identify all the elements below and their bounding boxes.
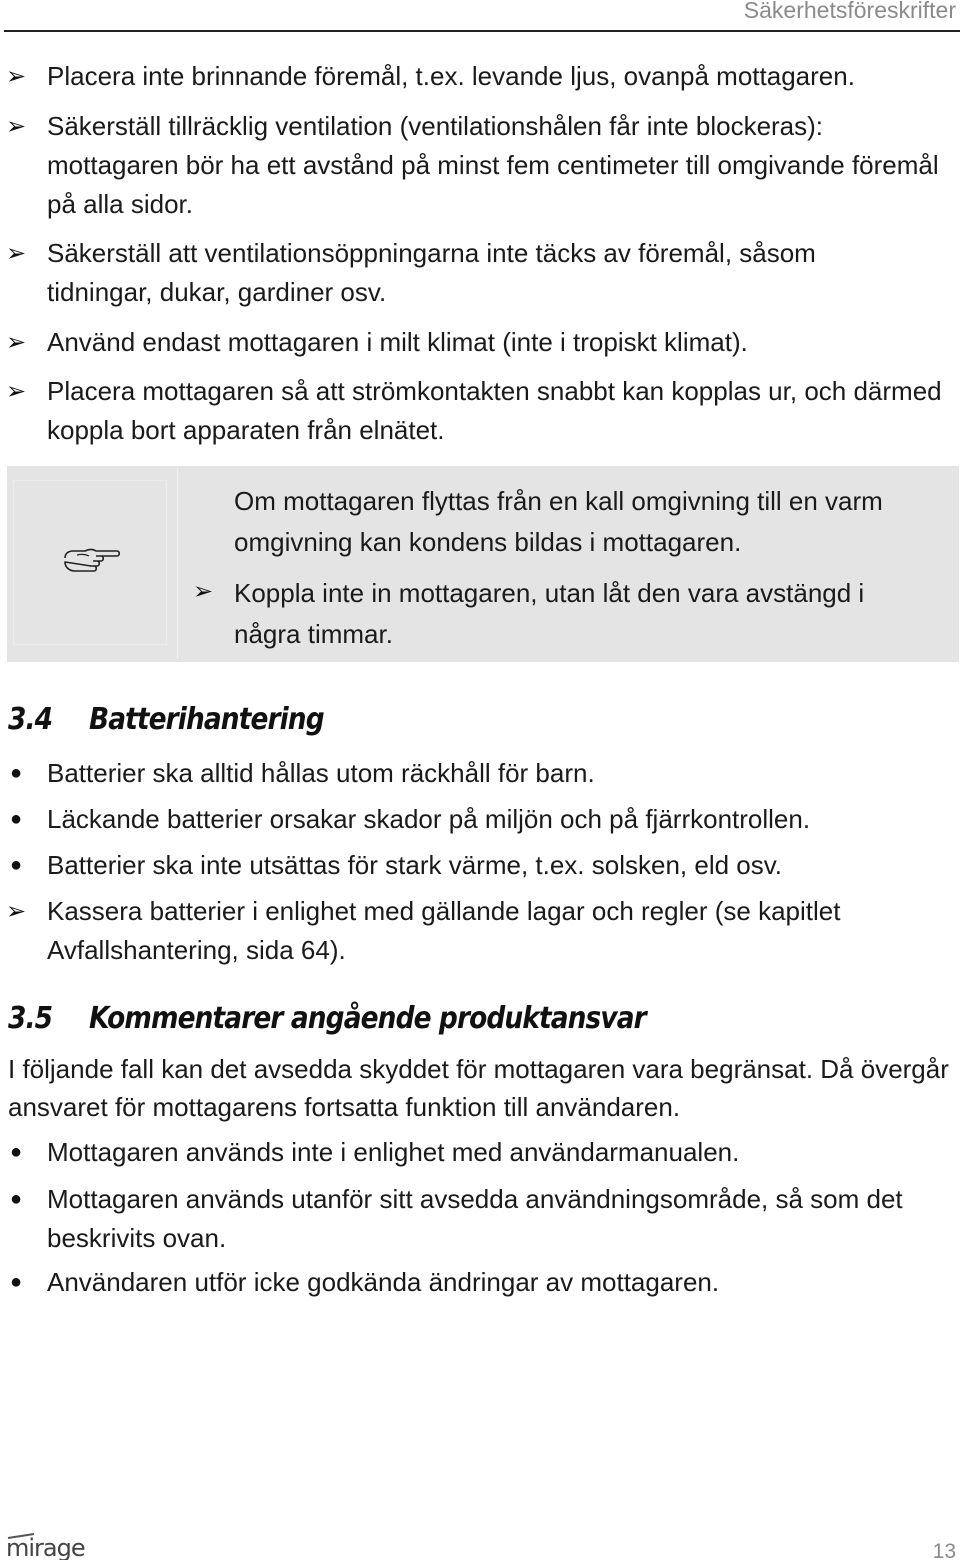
bullet-dot-icon: ● bbox=[10, 1141, 23, 1163]
logo-text: mirage bbox=[6, 1534, 85, 1560]
arrow-bullet-icon: ➢ bbox=[6, 63, 27, 90]
section-title: Batterihantering bbox=[88, 702, 324, 737]
bullet-dot-icon: ● bbox=[10, 854, 23, 876]
arrow-bullet-icon: ➢ bbox=[6, 113, 27, 140]
section-number: 3.5 bbox=[8, 1001, 53, 1036]
list-item-text: Säkerställ tillräcklig ventilation (ventilationshålen får inte blockeras): mottagaren bör ha ett avstånd på minst fem centimeter till omgivande föremål på alla sidor. bbox=[47, 111, 939, 219]
list-item-text: Batterier ska alltid hållas utom räckhåll för barn. bbox=[47, 758, 595, 788]
header-rule bbox=[4, 30, 960, 32]
header-title: Säkerhetsföreskrifter bbox=[743, 0, 956, 23]
mirage-logo bbox=[6, 1532, 106, 1560]
bullet-dot-icon: ● bbox=[10, 762, 23, 784]
bullet-dot-icon: ● bbox=[10, 808, 23, 830]
section-heading bbox=[8, 1001, 646, 1036]
note-text: Om mottagaren flyttas från en kall omgivning till en varm omgivning kan kondens bildas i mottagaren. bbox=[234, 486, 883, 557]
list-item-text: Batterier ska inte utsättas för stark värme, t.ex. solsken, eld osv. bbox=[47, 850, 783, 880]
section-title: Kommentarer angående produktansvar bbox=[88, 1001, 646, 1036]
list-item-text: Mottagaren används inte i enlighet med användarmanualen. bbox=[47, 1137, 740, 1167]
section-heading bbox=[8, 702, 324, 737]
bullet-dot-icon: ● bbox=[10, 1188, 23, 1210]
list-item-text: Kassera batterier i enlighet med gällande lagar och regler (se kapitlet Avfallshantering, sida 64). bbox=[47, 896, 841, 965]
page-number: 13 bbox=[932, 1540, 956, 1563]
arrow-bullet-icon: ➢ bbox=[6, 898, 27, 925]
bullet-dot-icon: ● bbox=[10, 1271, 23, 1293]
section-intro: I följande fall kan det avsedda skyddet för mottagaren vara begränsat. Då övergår ansvaret för mottagarens fortsatta funktion till användaren. bbox=[8, 1054, 949, 1122]
arrow-bullet-icon: ➢ bbox=[193, 578, 214, 605]
arrow-bullet-icon: ➢ bbox=[6, 240, 27, 267]
list-item-text: Läckande batterier orsakar skador på miljön och på fjärrkontrollen. bbox=[47, 804, 811, 834]
note-instruction: Koppla inte in mottagaren, utan låt den vara avstängd i några timmar. bbox=[234, 578, 865, 649]
arrow-bullet-icon: ➢ bbox=[6, 378, 27, 405]
arrow-bullet-icon: ➢ bbox=[6, 329, 27, 356]
list-item-text: Mottagaren används utanför sitt avsedda användningsområde, så som det beskrivits ovan. bbox=[47, 1184, 903, 1253]
section-number: 3.4 bbox=[8, 702, 53, 737]
pointing-hand-icon bbox=[63, 546, 121, 578]
list-item-text: Användaren utför icke godkända ändringar av mottagaren. bbox=[47, 1267, 720, 1297]
list-item-text: Säkerställ att ventilationsöppningarna inte täcks av föremål, såsom tidningar, dukar, gardiner osv. bbox=[47, 238, 816, 307]
list-item-text: Placera inte brinnande föremål, t.ex. levande ljus, ovanpå mottagaren. bbox=[47, 61, 855, 91]
list-item-text: Placera mottagaren så att strömkontakten snabbt kan kopplas ur, och därmed koppla bort apparaten från elnätet. bbox=[47, 376, 942, 445]
list-item-text: Använd endast mottagaren i milt klimat (inte i tropiskt klimat). bbox=[47, 327, 748, 357]
